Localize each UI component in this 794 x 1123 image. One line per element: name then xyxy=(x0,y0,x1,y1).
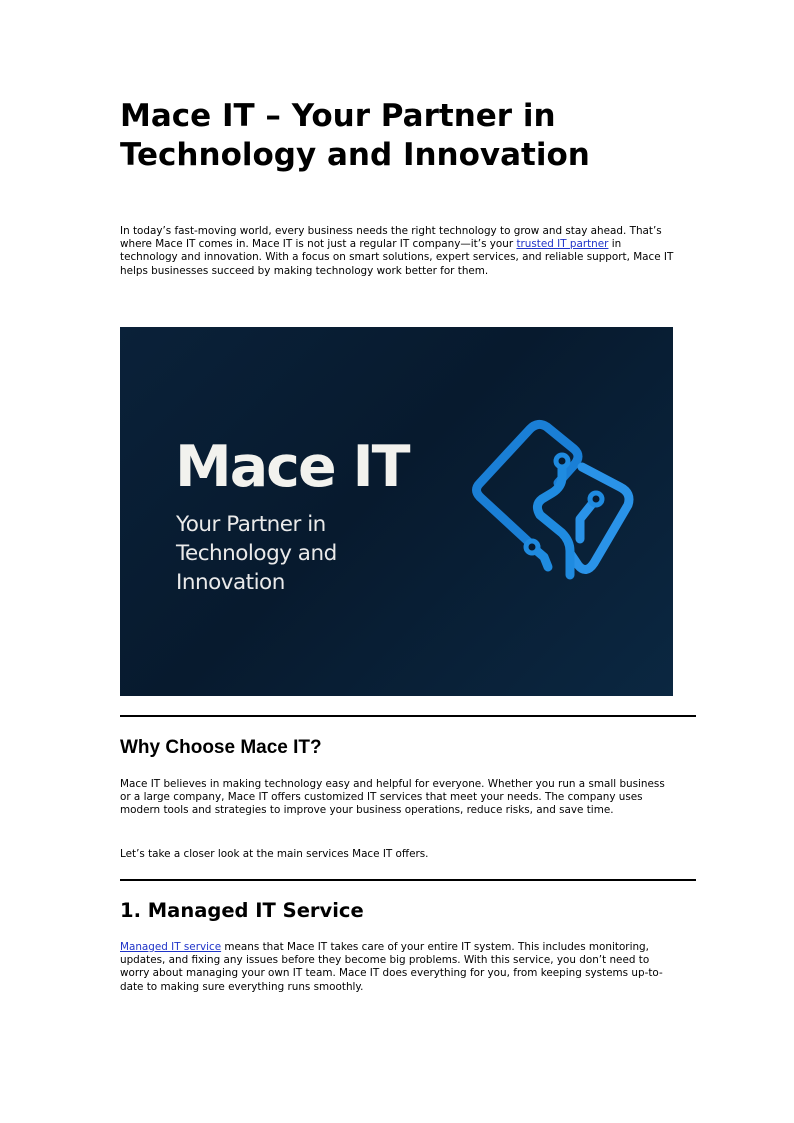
hero-banner-image xyxy=(120,327,673,696)
hero-brand-name: Mace IT xyxy=(175,434,409,500)
why-paragraph-2: Let’s take a closer look at the main services Mace IT offers. xyxy=(120,848,429,860)
circuit-s-logo-icon xyxy=(470,415,650,590)
managed-it-paragraph xyxy=(120,941,676,994)
section-divider xyxy=(120,715,696,717)
managed-it-heading: 1. Managed IT Service xyxy=(120,899,364,922)
section-divider xyxy=(120,879,696,881)
intro-paragraph xyxy=(120,225,676,278)
intro-text-start: In today’s fast-moving world, every business needs the right technology to grow and stay ahead. That’s where Mace IT comes in. Mace IT is not just a regular IT company—it’s your xyxy=(120,225,662,251)
managed-it-text: means that Mace IT takes care of your entire IT system. This includes monitoring, updates, and fixing any issues before they become big problems. With this service, you don’t need to worry about managing your own IT team. Mace IT does everything for you, from keeping systems up-to-date to making sure everything runs smoothly. xyxy=(120,941,663,993)
intro-text-end: in technology and innovation. With a focus on smart solutions, expert services, and reliable support, Mace IT helps businesses succeed by making technology work better for them. xyxy=(120,238,674,277)
managed-it-service-link[interactable]: Managed IT service xyxy=(120,941,222,953)
trusted-it-partner-link[interactable]: trusted IT partner xyxy=(516,238,609,251)
why-paragraph-1: Mace IT believes in making technology easy and helpful for everyone. Whether you run a small business or a large company, Mace IT offers customized IT services that meet your needs. The company uses modern tools and strategies to improve your business operations, reduce risks, and save time. xyxy=(120,778,665,817)
why-choose-heading: Why Choose Mace IT? xyxy=(120,737,322,758)
hero-tagline: Your Partner in Technology and Innovation xyxy=(176,512,337,595)
page-title: Mace IT – Your Partner in Technology and Innovation xyxy=(120,98,590,173)
